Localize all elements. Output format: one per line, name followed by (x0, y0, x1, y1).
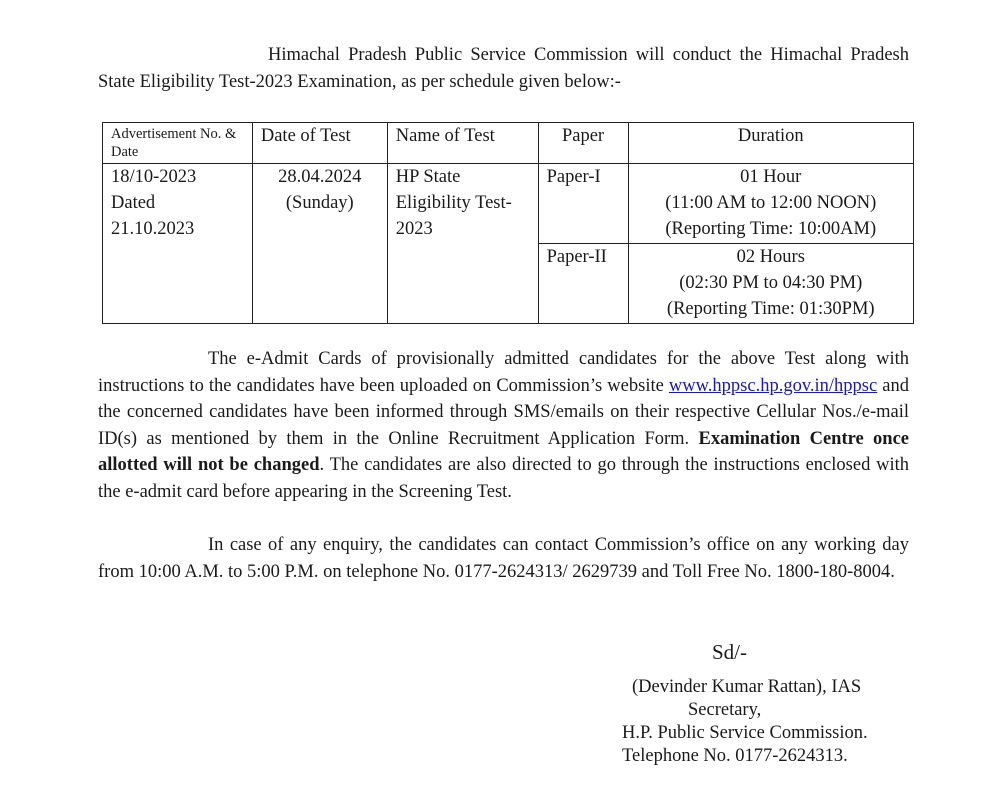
header-paper: Paper (538, 123, 628, 164)
website-link[interactable]: www.hppsc.hp.gov.in/hppsc (668, 375, 878, 396)
advertisement-date: 21.10.2023 (111, 219, 195, 239)
advertisement-cell (103, 164, 253, 324)
paper-cell (538, 244, 628, 324)
schedule-table (102, 122, 914, 324)
test-name-line: 2023 (395, 219, 433, 239)
enquiry-paragraph: In case of any enquiry, the candidates can contact Commission’s office on any working day from 10:00 A.M. to 5:00 P.M. on telephone No. 0177-2624313/ 2629739 and Toll Free No. 1800-180-8004. (98, 535, 909, 582)
admit-text-start: The e-Admit Cards of provisionally admitted candidates for the above Test along with instructions to the candidates have been uploaded on Commission’s website (98, 349, 909, 396)
header-duration: Duration (628, 123, 914, 164)
intro-paragraph: Himachal Pradesh Public Service Commission will conduct the Himachal Pradesh State Eligibility Test-2023 Examination, as per schedule given below:- (98, 45, 909, 92)
signatory-designation: Secretary, (688, 700, 762, 720)
header-date-of-test: Date of Test (252, 123, 387, 164)
paper-label: Paper-I (546, 167, 601, 187)
duration-time: (02:30 PM to 04:30 PM) (679, 273, 863, 293)
admit-card-paragraph (98, 346, 909, 505)
header-name-of-test: Name of Test (387, 123, 538, 164)
admit-text-middle: and the concerned candidates have been informed through SMS/emails on their respective Cellular Nos./e-mail ID(s) as mentioned by them in the Online Recruitment Application Form. (98, 375, 909, 449)
duration-hours: 02 Hours (736, 247, 805, 267)
duration-cell (628, 164, 914, 244)
paper-label: Paper-II (546, 247, 607, 267)
duration-cell (628, 244, 914, 324)
signatory-name: (Devinder Kumar Rattan), IAS (632, 677, 862, 697)
test-name-line: Eligibility Test- (395, 193, 512, 213)
centre-notice-bold: Examination Centre once allotted will not be changed (98, 428, 909, 475)
table-row (103, 164, 914, 244)
signatory-office: H.P. Public Service Commission. (622, 723, 868, 743)
table-header-row (103, 123, 914, 164)
reporting-time: (Reporting Time: 10:00AM) (665, 219, 877, 239)
test-name-cell (387, 164, 538, 324)
paper-cell (538, 164, 628, 244)
advertisement-number: 18/10-2023 (111, 167, 197, 187)
duration-hours: 01 Hour (740, 167, 802, 187)
advertisement-dated-label: Dated (111, 193, 156, 213)
header-advertisement: Advertisement No. & Date (103, 123, 253, 164)
test-name-line: HP State (395, 167, 461, 187)
signature-sd: Sd/- (712, 640, 748, 664)
test-day: (Sunday) (285, 193, 354, 213)
duration-time: (11:00 AM to 12:00 NOON) (665, 193, 877, 213)
admit-text-end: . The candidates are also directed to go through the instructions enclosed with the e-admit card before appearing in the Screening Test. (98, 455, 909, 502)
test-date: 28.04.2024 (278, 167, 362, 187)
reporting-time: (Reporting Time: 01:30PM) (666, 299, 875, 319)
test-date-cell (252, 164, 387, 324)
signatory-telephone: Telephone No. 0177-2624313. (622, 746, 848, 766)
